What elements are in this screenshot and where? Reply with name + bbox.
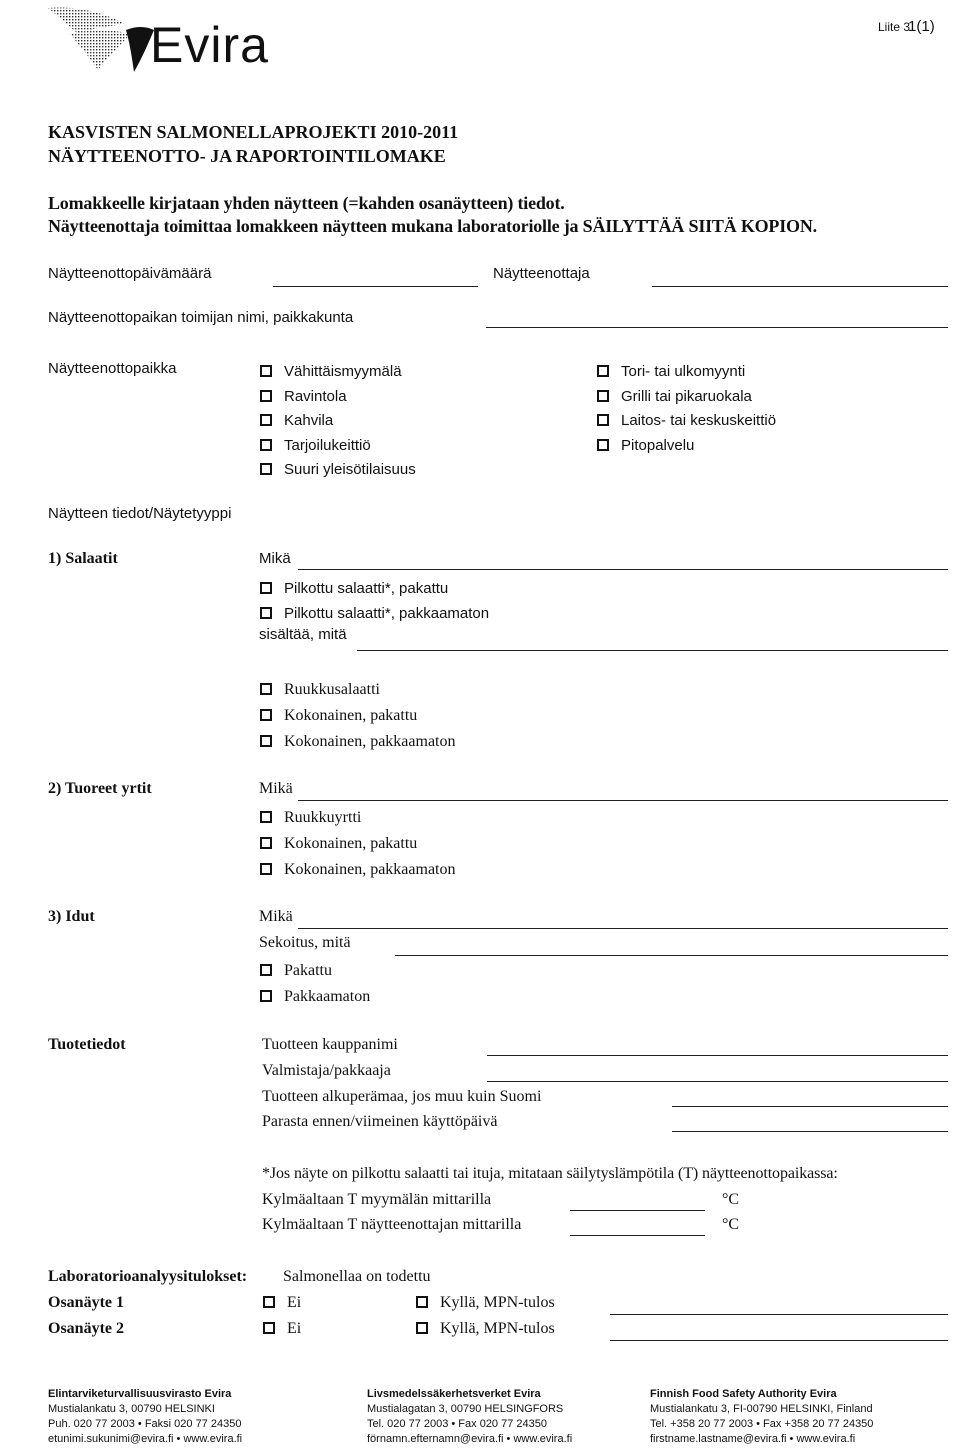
sprouts-which-field[interactable] (298, 928, 948, 929)
subsample-1-no[interactable]: Ei (263, 1294, 301, 1312)
best-before-field[interactable] (672, 1131, 948, 1132)
logo-text: Evira (150, 17, 269, 73)
location-option[interactable]: Tori- tai ulkomyynti (597, 360, 776, 385)
herbs-option[interactable]: Kokonainen, pakkaamaton (260, 857, 456, 883)
sprouts-options (260, 958, 370, 1010)
location-col-2 (597, 360, 776, 458)
salads-which-label: Mikä (259, 550, 291, 567)
sampler-field[interactable] (652, 286, 948, 287)
temp-sampler-field[interactable] (570, 1235, 705, 1236)
checkbox[interactable] (260, 990, 272, 1002)
form-title-1: KASVISTEN SALMONELLAPROJEKTI 2010-2011 (48, 122, 459, 142)
checkbox[interactable] (597, 414, 609, 426)
location-option[interactable]: Kahvila (260, 409, 416, 434)
sprouts-option[interactable]: Pakkaamaton (260, 984, 370, 1010)
location-option[interactable]: Laitos- tai keskuskeittiö (597, 409, 776, 434)
checkbox[interactable] (260, 439, 272, 451)
intro-line-1: Lomakkeelle kirjataan yhden näytteen (=kahden osanäytteen) tiedot. (48, 193, 565, 213)
footer-address: Mustialagatan 3, 00790 HELSINGFORS (367, 1403, 564, 1415)
attachment-label (878, 18, 935, 35)
intro-line-2: Näytteenottaja toimittaa lomakkeen näytteen mukana laboratoriolle ja SÄILYTTÄÄ SIITÄ KOPION. (48, 216, 817, 236)
footer-email: förnamn.efternamn@evira.fi • www.evira.fi (367, 1433, 573, 1445)
checkbox[interactable] (597, 390, 609, 402)
subsample-2-yes[interactable]: Kyllä, MPN-tulos (416, 1320, 555, 1338)
attachment-number: Liite 3 (878, 20, 911, 34)
checkbox[interactable] (260, 607, 272, 619)
footer-address: Mustialankatu 3, 00790 HELSINKI (48, 1403, 215, 1415)
checkbox[interactable] (260, 390, 272, 402)
herbs-option[interactable]: Ruukkuyrtti (260, 805, 456, 831)
temp-store-label: Kylmäaltaan T myymälän mittarilla (262, 1191, 492, 1208)
checkbox[interactable] (416, 1322, 428, 1334)
footer-email: firstname.lastname@evira.fi • www.evira.fi (650, 1433, 856, 1445)
herbs-label: 2) Tuoreet yrtit (48, 780, 152, 797)
page-count: 1(1) (908, 18, 935, 35)
salads-contains-field[interactable] (357, 650, 948, 651)
product-name-field[interactable] (487, 1055, 948, 1056)
date-label: Näytteenottopäivämäärä (48, 265, 212, 282)
checkbox[interactable] (260, 365, 272, 377)
footer-email: etunimi.sukunimi@evira.fi • www.evira.fi (48, 1433, 243, 1445)
footer-address: Mustialankatu 3, FI-00790 HELSINKI, Finland (650, 1403, 873, 1415)
checkbox[interactable] (416, 1296, 428, 1308)
temp-store-field[interactable] (570, 1210, 705, 1211)
checkbox[interactable] (597, 439, 609, 451)
evira-logo-icon (30, 4, 160, 76)
checkbox[interactable] (260, 683, 272, 695)
subsample-1-mpn-field[interactable] (610, 1314, 948, 1315)
footer-phone: Tel. +358 20 77 2003 • Fax +358 20 77 24350 (650, 1418, 874, 1430)
temp-store-unit: °C (722, 1191, 740, 1208)
checkbox[interactable] (260, 735, 272, 747)
salads-option[interactable]: Kokonainen, pakattu (260, 703, 456, 729)
location-option[interactable]: Ravintola (260, 385, 416, 410)
location-col-1 (260, 360, 416, 483)
temperature-note: *Jos näyte on pilkottu salaatti tai ituja, mitataan säilytyslämpötila (T) näytteenottopaikassa: (262, 1165, 838, 1182)
checkbox[interactable] (263, 1322, 275, 1334)
checkbox[interactable] (260, 964, 272, 976)
footer-org-name: Elintarviketurvallisuusvirasto Evira (48, 1388, 232, 1400)
origin-field[interactable] (672, 1106, 948, 1107)
footer-phone: Tel. 020 77 2003 • Fax 020 77 24350 (367, 1418, 547, 1430)
sprouts-which-label: Mikä (259, 908, 293, 925)
location-option[interactable]: Vähittäismyymälä (260, 360, 416, 385)
product-label: Tuotetiedot (48, 1036, 126, 1053)
salads-options-1 (260, 577, 489, 626)
salads-option[interactable]: Kokonainen, pakkaamaton (260, 729, 456, 755)
sample-info-label: Näytteen tiedot/Näytetyyppi (48, 505, 232, 522)
sprouts-option[interactable]: Pakattu (260, 958, 370, 984)
location-option[interactable]: Tarjoilukeittiö (260, 434, 416, 459)
manufacturer-label: Valmistaja/pakkaaja (262, 1062, 391, 1079)
sprouts-mix-label: Sekoitus, mitä (259, 934, 351, 951)
checkbox[interactable] (260, 414, 272, 426)
logo (30, 4, 320, 76)
best-before-label: Parasta ennen/viimeinen käyttöpäivä (262, 1113, 498, 1130)
footer-org-name: Livsmedelssäkerhetsverket Evira (367, 1388, 541, 1400)
results-label: Laboratorioanalyysitulokset: (48, 1268, 248, 1285)
sprouts-label: 3) Idut (48, 908, 95, 925)
checkbox[interactable] (263, 1296, 275, 1308)
salads-option[interactable]: Pilkottu salaatti*, pakkaamaton (260, 602, 489, 627)
salads-which-field[interactable] (298, 569, 948, 570)
herbs-which-label: Mikä (259, 780, 293, 797)
checkbox[interactable] (260, 463, 272, 475)
herbs-options (260, 805, 456, 883)
subsample-2-no[interactable]: Ei (263, 1320, 301, 1338)
sampler-label: Näytteenottaja (493, 265, 590, 282)
salads-option[interactable]: Pilkottu salaatti*, pakattu (260, 577, 489, 602)
sprouts-mix-field[interactable] (395, 955, 948, 956)
checkbox[interactable] (260, 863, 272, 875)
date-field[interactable] (273, 286, 478, 287)
footer-finnish (48, 1387, 242, 1447)
salads-option[interactable]: Ruukkusalaatti (260, 677, 456, 703)
location-option[interactable]: Grilli tai pikaruokala (597, 385, 776, 410)
subsample-1-yes[interactable]: Kyllä, MPN-tulos (416, 1294, 555, 1312)
footer-org-name: Finnish Food Safety Authority Evira (650, 1388, 837, 1400)
checkbox[interactable] (597, 365, 609, 377)
checkbox[interactable] (260, 709, 272, 721)
salads-label: 1) Salaatit (48, 550, 118, 567)
product-name-label: Tuotteen kauppanimi (262, 1036, 398, 1053)
form-title-2: NÄYTTEENOTTO- JA RAPORTOINTILOMAKE (48, 146, 446, 166)
operator-field[interactable] (486, 327, 948, 328)
subsample-1-label: Osanäyte 1 (48, 1294, 124, 1311)
subsample-2-mpn-field[interactable] (610, 1340, 948, 1341)
temp-sampler-label: Kylmäaltaan T näytteenottajan mittarilla (262, 1216, 522, 1233)
herbs-option[interactable]: Kokonainen, pakattu (260, 831, 456, 857)
footer-swedish (367, 1387, 572, 1447)
subsample-2-label: Osanäyte 2 (48, 1320, 124, 1337)
temp-sampler-unit: °C (722, 1216, 740, 1233)
footer-phone: Puh. 020 77 2003 • Faksi 020 77 24350 (48, 1418, 242, 1430)
origin-label: Tuotteen alkuperämaa, jos muu kuin Suomi (262, 1088, 542, 1105)
salads-contains-label: sisältää, mitä (259, 626, 347, 643)
checkbox[interactable] (260, 811, 272, 823)
checkbox[interactable] (260, 837, 272, 849)
location-option[interactable]: Suuri yleisötilaisuus (260, 458, 416, 483)
location-label: Näytteenottopaikka (48, 360, 177, 377)
location-option[interactable]: Pitopalvelu (597, 434, 776, 459)
manufacturer-field[interactable] (487, 1081, 948, 1082)
checkbox[interactable] (260, 582, 272, 594)
results-finding: Salmonellaa on todettu (283, 1268, 431, 1285)
footer-english (650, 1387, 873, 1447)
salads-options-2 (260, 677, 456, 755)
herbs-which-field[interactable] (298, 800, 948, 801)
operator-label: Näytteenottopaikan toimijan nimi, paikkakunta (48, 309, 354, 326)
